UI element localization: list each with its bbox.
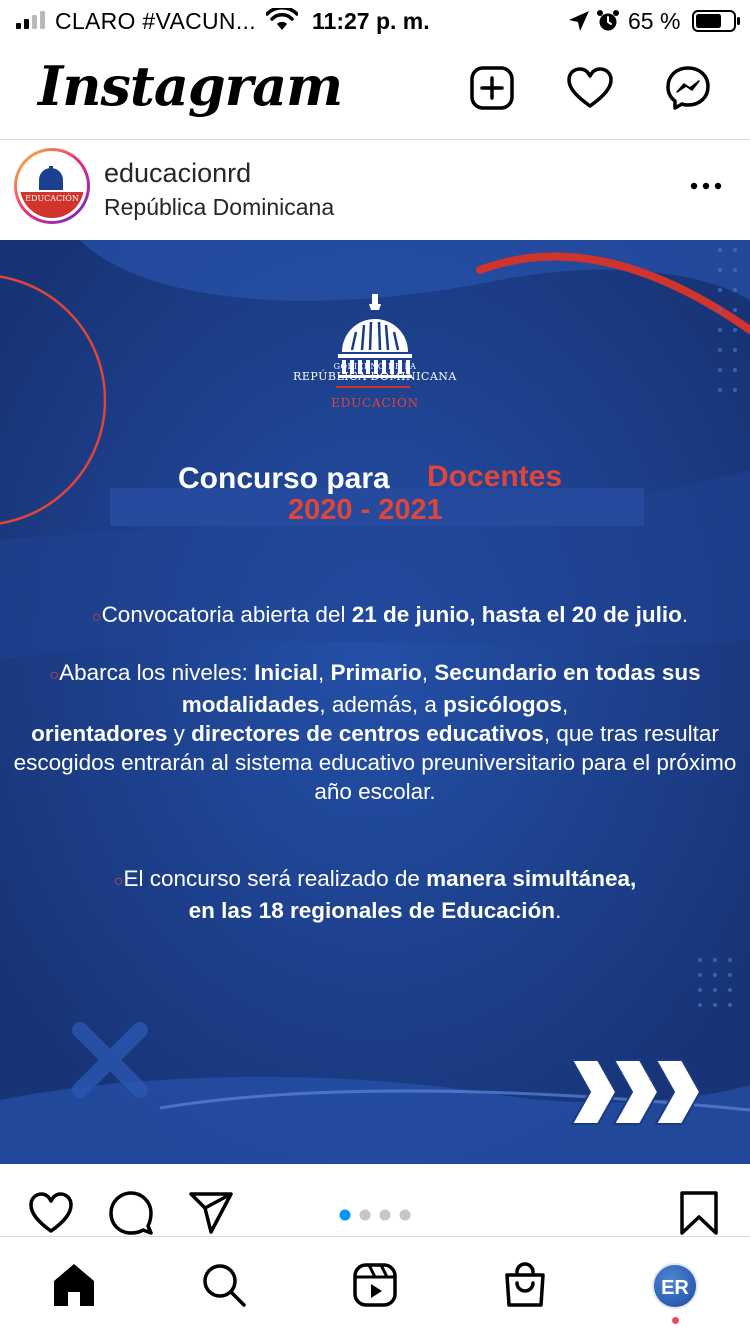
title-docentes: Docentes [427, 460, 563, 493]
post-location[interactable]: República Dominicana [104, 194, 335, 220]
profile-avatar[interactable]: ER [652, 1263, 698, 1309]
notification-dot [672, 1317, 679, 1324]
new-post-icon [468, 64, 516, 112]
carrier-name: CLARO #VACUN... [55, 8, 256, 34]
messenger-icon [664, 64, 712, 112]
dome-logo-icon [36, 166, 66, 192]
gov-line-1: GOBIERNO DE LA [333, 362, 417, 371]
clock: 11:27 p. m. [312, 8, 430, 34]
carousel-dot [400, 1210, 411, 1221]
instagram-logo[interactable]: Instagram [38, 54, 343, 118]
paragraph-levels: ○Abarca los niveles: Inicial, Primario, Secundario en todas sus modalidades, además, a psicólogos, orientadores y directores de centros educativos, que tras resultar escogidos entrarán al sistema educativo preuniversitario para el próximo año escolar. [13, 660, 737, 804]
title-main: Concurso para [178, 462, 390, 495]
paragraph-dates: ○Convocatoria abierta del 21 de junio, hasta el 20 de julio. [91, 602, 689, 627]
carousel-dot [360, 1210, 371, 1221]
status-bar [0, 0, 750, 42]
title-years: 2020 - 2021 [288, 494, 443, 526]
share-send-icon[interactable] [188, 1190, 234, 1236]
government-dome-logo [290, 292, 460, 412]
carousel-dot-active [340, 1210, 351, 1221]
bottom-tab-bar [0, 1236, 750, 1334]
post-username[interactable]: educacionrd [104, 158, 252, 188]
paragraph-simultaneous: ○El concurso será realizado de manera simultánea, en las 18 regionales de Educación. [113, 866, 637, 923]
post-image[interactable] [0, 240, 750, 1164]
comment-icon[interactable] [108, 1190, 154, 1236]
search-icon[interactable] [200, 1261, 248, 1309]
app-header [0, 42, 750, 140]
post-header [0, 140, 750, 240]
alarm-icon [596, 9, 620, 33]
heart-icon [566, 64, 614, 112]
location-arrow-icon [568, 10, 590, 32]
activity-button[interactable] [566, 64, 614, 112]
carousel-dot [380, 1210, 391, 1221]
messenger-button[interactable] [664, 64, 712, 112]
more-options-icon[interactable] [688, 180, 724, 192]
gov-line-2: REPÚBLICA DOMINICANA [293, 370, 457, 383]
wifi-icon [266, 8, 298, 32]
chevrons-decoration-icon [570, 1058, 710, 1126]
battery-percent: 65 % [628, 8, 681, 34]
like-heart-icon[interactable] [28, 1190, 74, 1236]
save-bookmark-icon[interactable] [676, 1190, 722, 1236]
post-author-avatar[interactable] [14, 148, 90, 224]
reels-icon[interactable] [351, 1261, 399, 1309]
avatar-label: EDUCACIÓN [20, 192, 84, 218]
gov-divider [336, 386, 410, 388]
battery-icon [692, 10, 740, 32]
post-actions-bar [0, 1164, 750, 1236]
cellular-signal-icon [16, 11, 48, 29]
home-icon[interactable] [50, 1261, 98, 1309]
shop-icon[interactable] [501, 1261, 549, 1309]
new-post-button[interactable] [468, 64, 516, 112]
gov-line-3: EDUCACIÓN [331, 396, 419, 410]
carousel-indicator [339, 1208, 413, 1222]
